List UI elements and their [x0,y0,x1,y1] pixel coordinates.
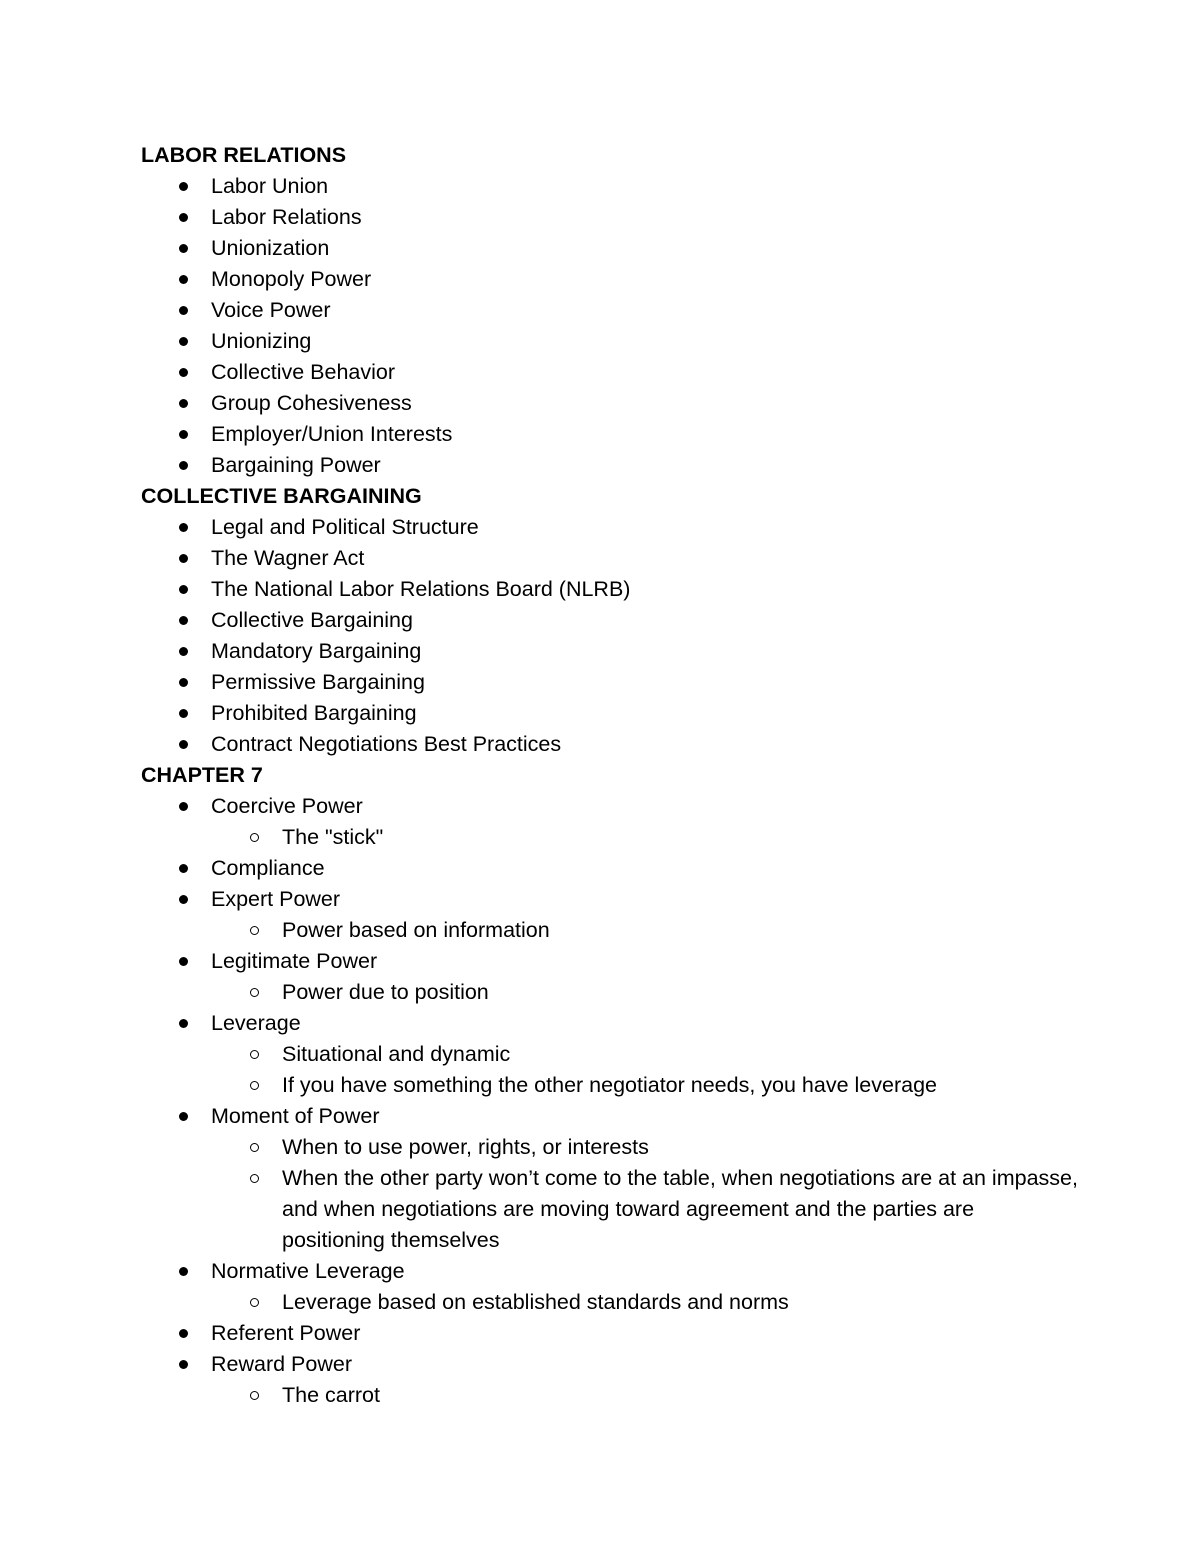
bullet-disc-icon [179,523,188,532]
bullet-disc-icon [179,1112,188,1121]
list-item [141,574,1081,605]
list-item-row [141,791,1081,822]
sub-list-item-row [141,1039,1081,1070]
bullet-disc-icon [179,244,188,253]
list-item-text: Monopoly Power [211,267,372,291]
list-item-text: Prohibited Bargaining [211,701,417,725]
list-item [141,698,1081,729]
bullet-disc-icon [179,337,188,346]
list-item-row [141,295,1081,326]
sub-list-item-row [141,1132,1081,1163]
bullet-disc-icon [179,1267,188,1276]
list-item-row [141,512,1081,543]
list-item [141,450,1081,481]
bullet-circle-icon [250,1081,259,1090]
sub-list-item-row [141,977,1081,1008]
list-item [141,791,1081,853]
list-item-row [141,729,1081,760]
sub-list-item [141,1163,1081,1256]
sub-list-item [141,1132,1081,1163]
bullet-circle-icon [250,988,259,997]
list-item-text: Expert Power [211,887,341,911]
sub-list-item-text: If you have something the other negotiator needs, you have leverage [282,1073,937,1097]
list-item-row [141,1008,1081,1039]
bullet-list [141,791,1081,1411]
bullet-disc-icon [179,275,188,284]
sub-bullet-list [141,1132,1081,1256]
bullet-disc-icon [179,1360,188,1369]
list-item-row [141,357,1081,388]
bullet-disc-icon [179,802,188,811]
sub-list-item [141,822,1081,853]
list-item-text: Legal and Political Structure [211,515,479,539]
list-item-text: Unionization [211,236,330,260]
sub-list-item-row [141,1070,1081,1101]
list-item [141,636,1081,667]
list-item-text: Coercive Power [211,794,363,818]
list-item-row [141,1256,1081,1287]
list-item-text: Permissive Bargaining [211,670,425,694]
list-item [141,1101,1081,1256]
list-item [141,1349,1081,1411]
list-item [141,543,1081,574]
list-item [141,512,1081,543]
bullet-disc-icon [179,461,188,470]
bullet-disc-icon [179,647,188,656]
bullet-disc-icon [179,709,188,718]
bullet-disc-icon [179,213,188,222]
list-item-row [141,574,1081,605]
list-item [141,884,1081,946]
list-item-text: Bargaining Power [211,453,381,477]
sub-list-item-text: Situational and dynamic [282,1042,511,1066]
section-heading: COLLECTIVE BARGAINING [141,484,422,508]
list-item [141,1008,1081,1101]
list-item-row [141,171,1081,202]
list-item-row [141,853,1081,884]
list-item [141,1318,1081,1349]
bullet-disc-icon [179,895,188,904]
bullet-disc-icon [179,306,188,315]
list-item [141,388,1081,419]
sub-bullet-list [141,1380,1081,1411]
list-item-text: The National Labor Relations Board (NLRB) [211,577,631,601]
list-item-text: The Wagner Act [211,546,365,570]
sub-list-item-row [141,822,1081,853]
list-item-row [141,326,1081,357]
list-item-text: Contract Negotiations Best Practices [211,732,562,756]
sub-list-item [141,977,1081,1008]
list-item-text: Reward Power [211,1352,352,1376]
document-body [141,140,1081,1411]
list-item [141,419,1081,450]
list-item-text: Moment of Power [211,1104,380,1128]
list-item-text: Normative Leverage [211,1259,405,1283]
list-item [141,853,1081,884]
bullet-circle-icon [250,1143,259,1152]
list-item-row [141,388,1081,419]
bullet-disc-icon [179,616,188,625]
bullet-circle-icon [250,833,259,842]
bullet-disc-icon [179,182,188,191]
list-item [141,171,1081,202]
list-item-text: Referent Power [211,1321,361,1345]
list-item [141,326,1081,357]
bullet-list [141,171,1081,481]
bullet-circle-icon [250,1174,259,1183]
bullet-disc-icon [179,1019,188,1028]
list-item [141,202,1081,233]
list-item [141,729,1081,760]
list-item-text: Compliance [211,856,325,880]
list-item [141,295,1081,326]
bullet-disc-icon [179,1329,188,1338]
list-item-text: Collective Behavior [211,360,396,384]
bullet-circle-icon [250,1298,259,1307]
list-item-row [141,1318,1081,1349]
list-item-text: Labor Relations [211,205,362,229]
sub-list-item-text: Leverage based on established standards and norms [282,1290,789,1314]
list-item-text: Legitimate Power [211,949,378,973]
section-heading: CHAPTER 7 [141,763,263,787]
list-item-row [141,1349,1081,1380]
list-item-text: Labor Union [211,174,329,198]
sub-list-item-text: The "stick" [282,825,384,849]
bullet-circle-icon [250,926,259,935]
list-item [141,233,1081,264]
sub-list-item-row [141,1380,1081,1411]
sub-bullet-list [141,977,1081,1008]
list-item-row [141,450,1081,481]
section-heading: LABOR RELATIONS [141,143,347,167]
sub-list-item [141,1380,1081,1411]
sub-list-item-row [141,915,1081,946]
sub-bullet-list [141,915,1081,946]
bullet-disc-icon [179,740,188,749]
list-item-row [141,202,1081,233]
sub-list-item-row [141,1287,1081,1318]
bullet-disc-icon [179,368,188,377]
list-item-row [141,233,1081,264]
list-item-text: Employer/Union Interests [211,422,453,446]
sub-list-item-text: The carrot [282,1383,380,1407]
list-item [141,357,1081,388]
list-item-row [141,884,1081,915]
list-item-row [141,605,1081,636]
sub-list-item-text: When the other party won’t come to the table, when negotiations are at an impasse, and when negotiations are moving toward agreement and the parties are positioning themselves [282,1166,1078,1252]
list-item-row [141,419,1081,450]
bullet-circle-icon [250,1050,259,1059]
sub-bullet-list [141,1039,1081,1101]
list-item [141,1256,1081,1318]
list-item-text: Voice Power [211,298,331,322]
list-item-row [141,1101,1081,1132]
bullet-disc-icon [179,430,188,439]
sub-list-item [141,1287,1081,1318]
outline-section [141,140,1081,481]
bullet-disc-icon [179,399,188,408]
list-item-text: Unionizing [211,329,312,353]
sub-list-item-row [141,1163,1081,1256]
list-item [141,605,1081,636]
bullet-circle-icon [250,1391,259,1400]
sub-list-item [141,1039,1081,1070]
sub-list-item-text: When to use power, rights, or interests [282,1135,649,1159]
list-item-text: Mandatory Bargaining [211,639,422,663]
list-item-row [141,946,1081,977]
sub-bullet-list [141,1287,1081,1318]
sub-bullet-list [141,822,1081,853]
bullet-disc-icon [179,585,188,594]
list-item [141,667,1081,698]
list-item-row [141,667,1081,698]
bullet-list [141,512,1081,760]
list-item-text: Group Cohesiveness [211,391,412,415]
bullet-disc-icon [179,554,188,563]
sub-list-item-text: Power based on information [282,918,550,942]
bullet-disc-icon [179,864,188,873]
list-item-row [141,264,1081,295]
sub-list-item-text: Power due to position [282,980,489,1004]
outline-section [141,481,1081,760]
list-item [141,946,1081,1008]
list-item [141,264,1081,295]
bullet-disc-icon [179,957,188,966]
outline-section [141,760,1081,1411]
list-item-row [141,698,1081,729]
list-item-text: Leverage [211,1011,301,1035]
list-item-row [141,636,1081,667]
list-item-row [141,543,1081,574]
sub-list-item [141,915,1081,946]
list-item-text: Collective Bargaining [211,608,413,632]
sub-list-item [141,1070,1081,1101]
bullet-disc-icon [179,678,188,687]
